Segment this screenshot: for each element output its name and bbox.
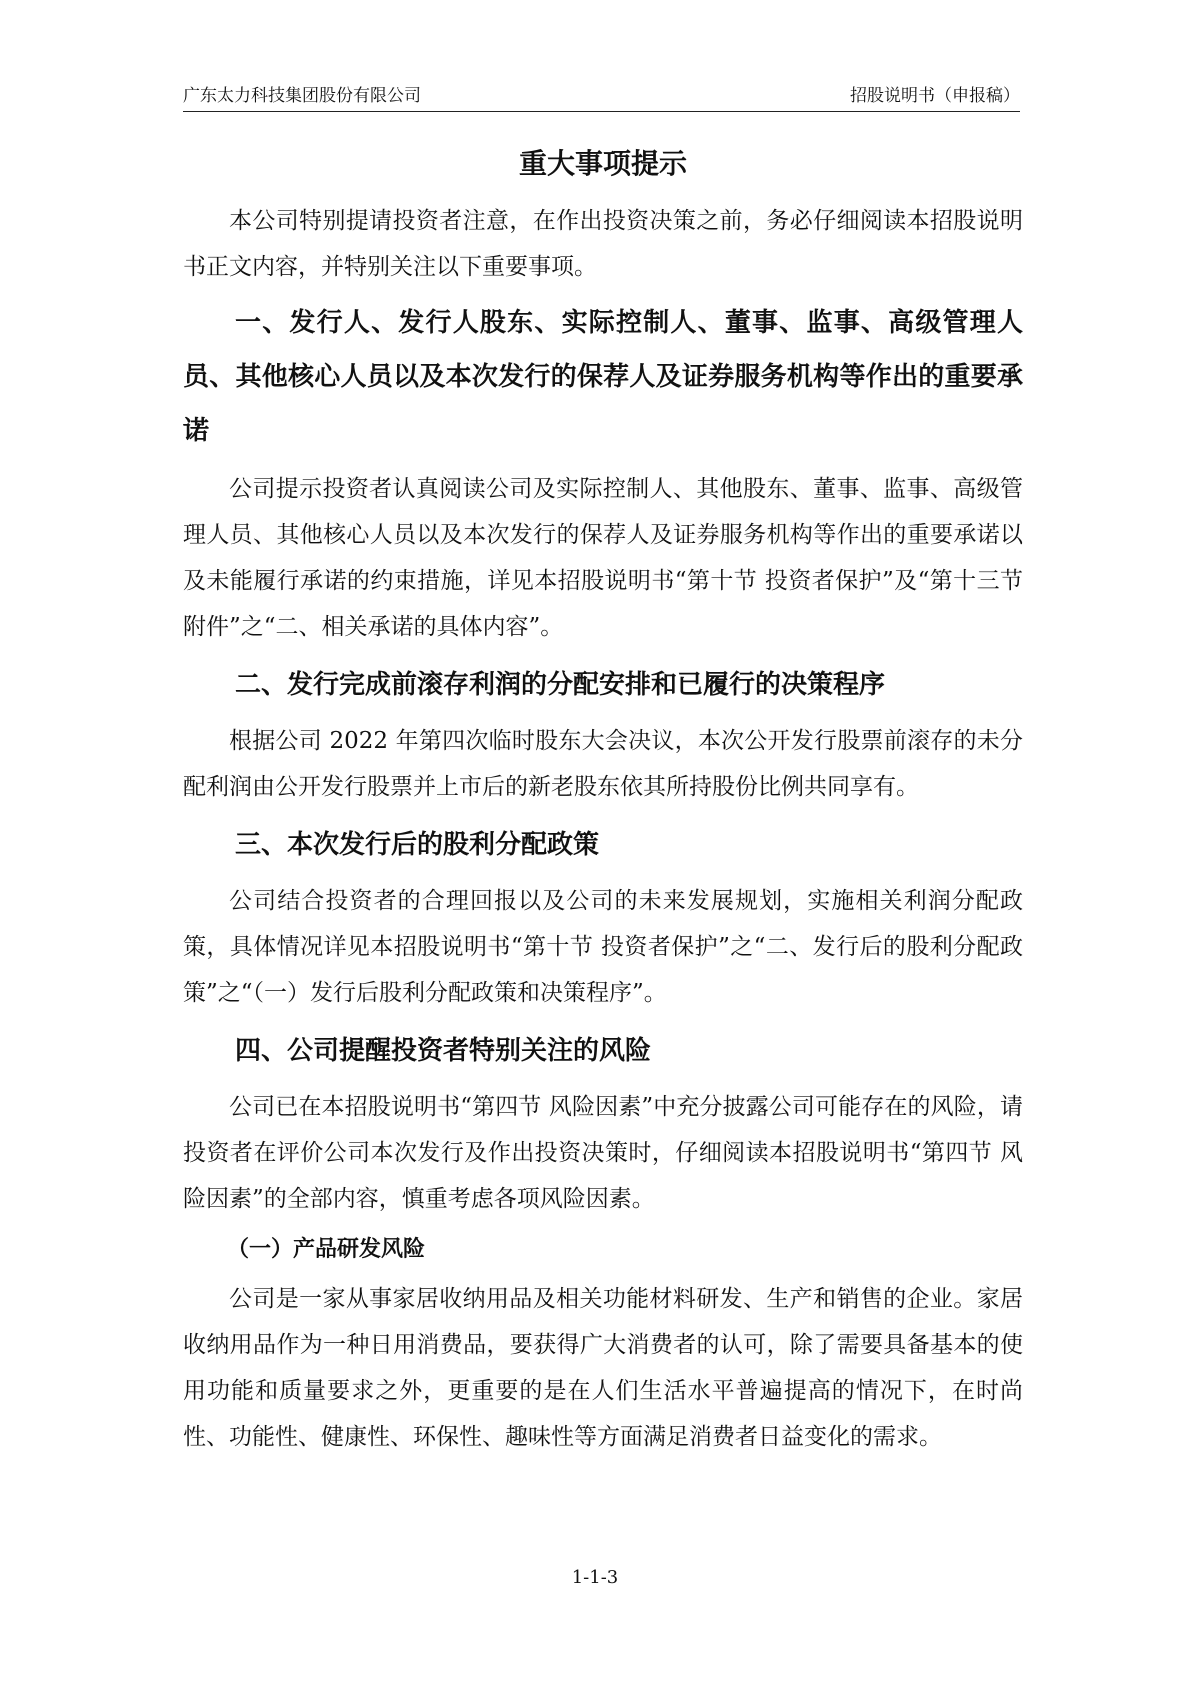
section-heading: 二、发行完成前滚存利润的分配安排和已履行的决策程序 [235, 670, 886, 700]
section-heading: 三、本次发行后的股利分配政策 [235, 830, 600, 860]
section-paragraph: 公司已在本招股说明书“第四节 风险因素”中充分披露公司可能存在的风险，请投资者在评价公司本次发行及作出投资决策时，仔细阅读本招股说明书“第四节 风险因素”的全部内容，慎重考虑各项风险因素。 [183, 1094, 1023, 1212]
header-company-name: 广东太力科技集团股份有限公司 [183, 86, 421, 106]
intro-paragraph: 本公司特别提请投资者注意，在作出投资决策之前，务必仔细阅读本招股说明书正文内容，并特别关注以下重要事项。 [183, 208, 1023, 280]
section-paragraph: 公司结合投资者的合理回报以及公司的未来发展规划，实施相关利润分配政策，具体情况详见本招股说明书“第十节 投资者保护”之“二、发行后的股利分配政策”之“（一）发行后股利分配政策和决策程序”。 [183, 888, 1023, 1006]
page-number: 1-1-3 [571, 1567, 619, 1588]
header-document-type: 招股说明书（申报稿） [850, 86, 1020, 106]
page-content [183, 140, 1023, 1460]
section-heading: 一、发行人、发行人股东、实际控制人、董事、监事、高级管理人员、其他核心人员以及本次发行的保荐人及证券服务机构等作出的重要承诺 [183, 308, 1023, 446]
subsection-paragraph: 公司是一家从事家居收纳用品及相关功能材料研发、生产和销售的企业。家居收纳用品作为一种日用消费品，要获得广大消费者的认可，除了需要具备基本的使用功能和质量要求之外，更重要的是在人们生活水平普遍提高的情况下，在时尚性、功能性、健康性、环保性、趣味性等方面满足消费者日益变化的需求。 [183, 1286, 1023, 1450]
section-paragraph: 根据公司 2022 年第四次临时股东大会决议，本次公开发行股票前滚存的未分配利润由公开发行股票并上市后的新老股东依其所持股份比例共同享有。 [183, 728, 1023, 800]
section-paragraph: 公司提示投资者认真阅读公司及实际控制人、其他股东、董事、监事、高级管理人员、其他核心人员以及本次发行的保荐人及证券服务机构等作出的重要承诺以及未能履行承诺的约束措施，详见本招股说明书“第十节 投资者保护”及“第十三节 附件”之“二、相关承诺的具体内容”。 [183, 476, 1023, 640]
subsection-heading: （一）产品研发风险 [227, 1237, 426, 1262]
section-heading: 四、公司提醒投资者特别关注的风险 [235, 1036, 652, 1066]
page-title: 重大事项提示 [518, 147, 687, 180]
page-header [183, 83, 1020, 112]
